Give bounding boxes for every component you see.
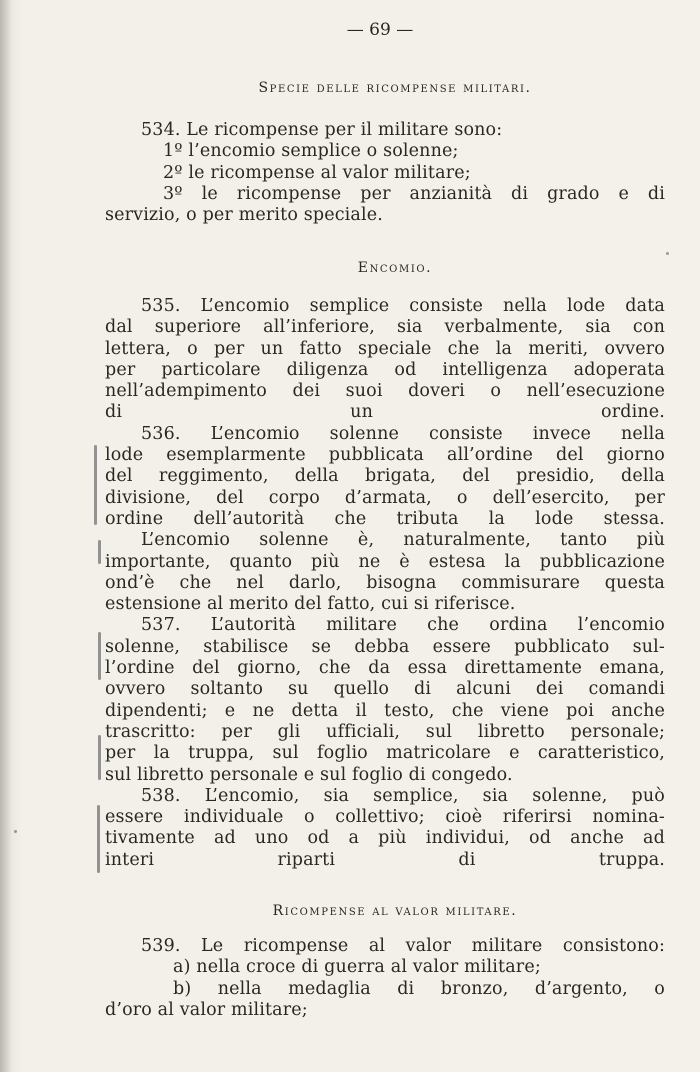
text-line: dal superiore all’inferiore, sia verbalmente, sia con (105, 317, 665, 338)
text-line: tivamente ad uno od a più individui, od anche ad (105, 828, 665, 849)
pencil-margin-mark (97, 805, 100, 873)
pencil-dot (666, 252, 669, 255)
pencil-margin-mark (98, 735, 101, 780)
text-line: 2º le ricompense al valor militare; (163, 162, 471, 183)
text-line: L’encomio solenne è, naturalmente, tanto più (141, 530, 665, 551)
text-line: divisione, del corpo d’armata, o dell’esercito, per (105, 487, 665, 508)
text-line: trascritto: per gli ufficiali, sul libretto personale; (105, 721, 665, 742)
pencil-dot (14, 830, 17, 833)
text-line: 534. Le ricompense per il militare sono: (141, 120, 503, 140)
text-line: 538. L’encomio, sia semplice, sia solenne, può (141, 785, 665, 806)
section-heading-encomio (105, 260, 685, 276)
text-line: 3º le ricompense per anzianità di grado e di (163, 183, 665, 204)
text-line: interi riparti di truppa. (105, 849, 665, 870)
section-heading-text: Specie delle ricompense militari. (258, 80, 532, 96)
pencil-margin-mark (94, 445, 97, 525)
section-heading-valor (105, 903, 685, 919)
article-539 (105, 936, 665, 1021)
articles-535-538 (105, 296, 665, 871)
section-heading-text: Ricompense al valor militare. (272, 903, 518, 919)
text-line: solenne, stabilisce se debba essere pubblicato sul- (105, 636, 665, 657)
text-line: ordine dell’autorità che tributa la lode stessa. (105, 508, 665, 529)
page-number: — 69 — (346, 20, 414, 40)
spine-shadow (0, 0, 12, 1072)
text-line: estensione al merito del fatto, cui si riferisce. (105, 594, 516, 615)
text-line: ond’è che nel darlo, bisogna commisurare questa (105, 572, 665, 593)
section-heading-specie (105, 80, 685, 96)
text-line: 539. Le ricompense al valor militare consistono: (141, 936, 665, 956)
text-line: per la truppa, sul foglio matricolare e caratteristico, (105, 743, 665, 764)
text-line: sul libretto personale e sul foglio di congedo. (105, 764, 513, 785)
article-534 (105, 120, 665, 226)
text-line: per particolare diligenza od intelligenza adoperata (105, 359, 665, 380)
text-line: l’ordine del giorno, che da essa direttamente emana, (105, 658, 665, 679)
text-line: 535. L’encomio semplice consiste nella lode data (141, 296, 665, 316)
text-line: del reggimento, della brigata, del presidio, della (105, 466, 665, 487)
pencil-margin-mark (98, 632, 101, 680)
text-line: lettera, o per un fatto speciale che la meriti, ovvero (105, 338, 665, 359)
text-line: 536. L’encomio solenne consiste invece nella (141, 423, 665, 444)
text-line: nell’adempimento dei suoi doveri o nell’esecuzione (105, 381, 665, 402)
text-line: b) nella medaglia di bronzo, d’argento, o (173, 978, 665, 999)
text-line: essere individuale o collettivo; cioè riferirsi nomina- (105, 807, 665, 828)
text-line: servizio, o per merito speciale. (105, 205, 383, 226)
text-line: d’oro al valor militare; (105, 999, 308, 1020)
text-line: 537. L’autorità militare che ordina l’encomio (141, 615, 665, 636)
section-heading-text: Encomio. (357, 260, 433, 276)
text-line: di un ordine. (105, 402, 665, 423)
text-line: a) nella croce di guerra al valor militare; (173, 957, 541, 978)
text-line: lode esemplarmente pubblicata all’ordine del giorno (105, 445, 665, 466)
text-line: 1º l’encomio semplice o solenne; (163, 141, 459, 162)
text-line: importante, quanto più ne è estesa la pubblicazione (105, 551, 665, 572)
pencil-margin-mark (98, 540, 101, 564)
text-line: ovvero soltanto su quello di alcuni dei comandi (105, 679, 665, 700)
text-line: dipendenti; e ne detta il testo, che viene poi anche (105, 700, 665, 721)
